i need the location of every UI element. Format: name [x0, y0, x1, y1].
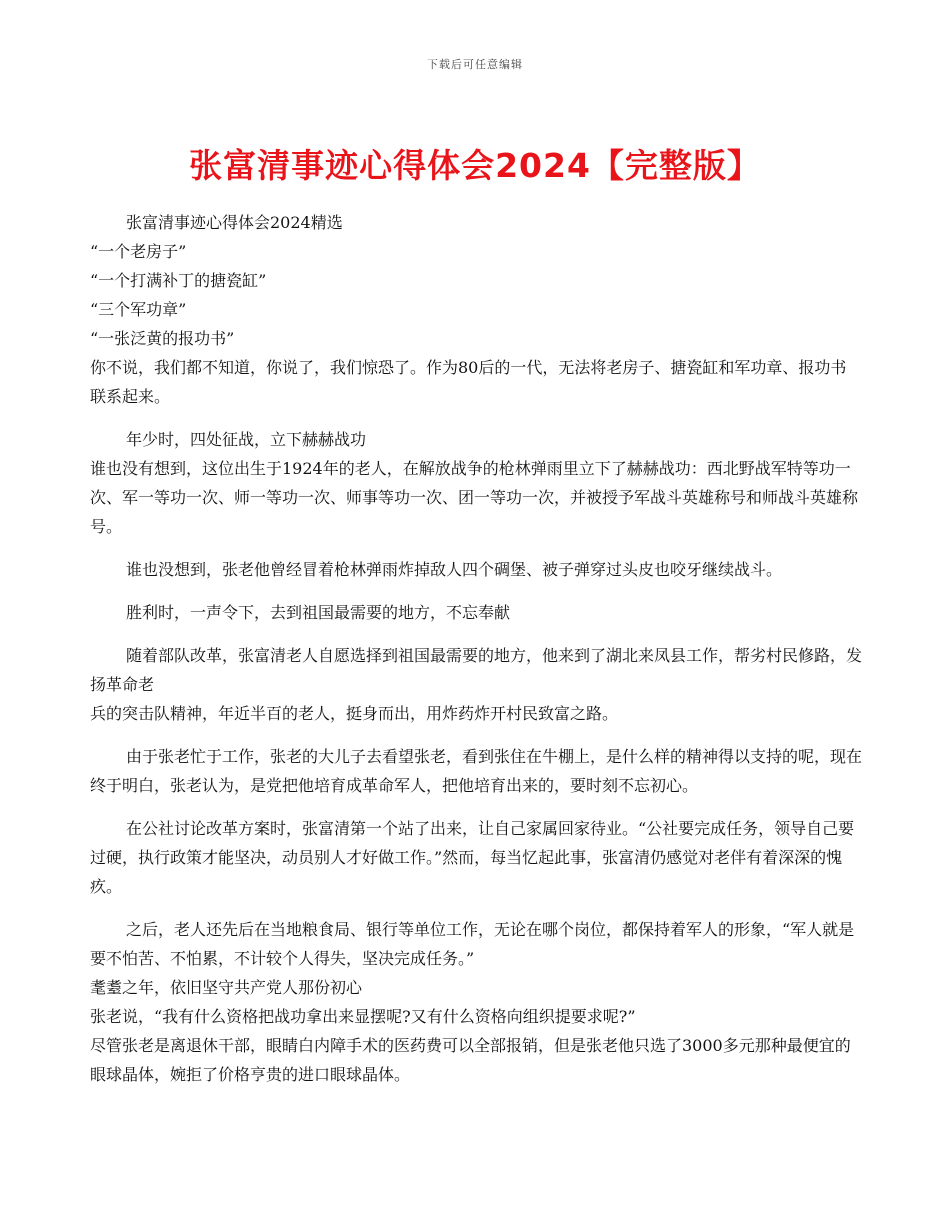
paragraph: 兵的突击队精神，年近半百的老人，挺身而出，用炸药炸开村民致富之路。	[90, 704, 619, 723]
paragraph: 年少时，四处征战，立下赫赫战功	[126, 430, 367, 449]
paragraph: 随着部队改革，张富清老人自愿选择到祖国最需要的地方，他来到了湖北来凤县工作，帮劣村民修路，发扬革命老	[90, 646, 863, 694]
paragraph: 耄耋之年，依旧坚守共产党人那份初心	[90, 978, 363, 997]
paragraph: 胜利时，一声令下，去到祖国最需要的地方，不忘奉献	[126, 603, 511, 622]
paragraph: 张富清事迹心得体会2024精选	[126, 213, 343, 232]
paragraph: 尽管张老是离退休干部，眼睛白内障手术的医药费可以全部报销，但是张老他只选了3000多元那种最便宜的眼球晶体，婉拒了价格亨贵的进口眼球晶体。	[90, 1036, 851, 1084]
paragraph: 在公社讨论改革方案时，张富清第一个站了出来，让自己家属回家待业。“公社要完成任务，领导自己要过硬，执行政策才能坚决，动员别人才好做工作。”然而，每当忆起此事，张富清仍感觉对老伴有着深深的愧疚。	[90, 819, 855, 896]
paragraph: 由于张老忙于工作，张老的大儿子去看望张老，看到张住在牛棚上，是什么样的精神得以支持的呢，现在终于明白，张老认为，是党把他培育成革命军人，把他培育出来的，要时刻不忘初心。	[90, 747, 863, 795]
paragraph: 张老说，“我有什么资格把战功拿出来显摆呢?又有什么资格向组织提要求呢?”	[90, 1007, 636, 1026]
paragraph: 谁也没想到，张老他曾经冒着枪林弹雨炸掉敌人四个碉堡、被子弹穿过头皮也咬牙继续战斗。	[126, 560, 783, 579]
document-body	[90, 208, 862, 1089]
paragraph: 你不说，我们都不知道，你说了，我们惊恐了。作为80后的一代，无法将老房子、搪瓷缸和军功章、报功书联系起来。	[90, 358, 847, 406]
document-title: 张富清事迹心得体会2024【完整版】	[189, 146, 761, 185]
paragraph: “一个老房子”	[90, 242, 187, 261]
paragraph: “三个军功章”	[90, 300, 187, 319]
paragraph: 谁也没有想到，这位出生于1924年的老人，在解放战争的枪林弹雨里立下了赫赫战功：西北野战军特等功一次、军一等功一次、师一等功一次、师事等功一次、团一等功一次，并被授予军战斗英雄称号和师战斗英雄称号。	[90, 459, 859, 536]
header-note: 下载后可任意编辑	[427, 58, 523, 71]
paragraph: 之后，老人还先后在当地粮食局、银行等单位工作，无论在哪个岗位，都保持着军人的形象，“军人就是要不怕苦、不怕累，不计较个人得失，坚决完成任务。”	[90, 920, 855, 968]
paragraph: “一个打满补丁的搪瓷缸”	[90, 271, 267, 290]
paragraph: “一张泛黄的报功书”	[90, 329, 235, 348]
